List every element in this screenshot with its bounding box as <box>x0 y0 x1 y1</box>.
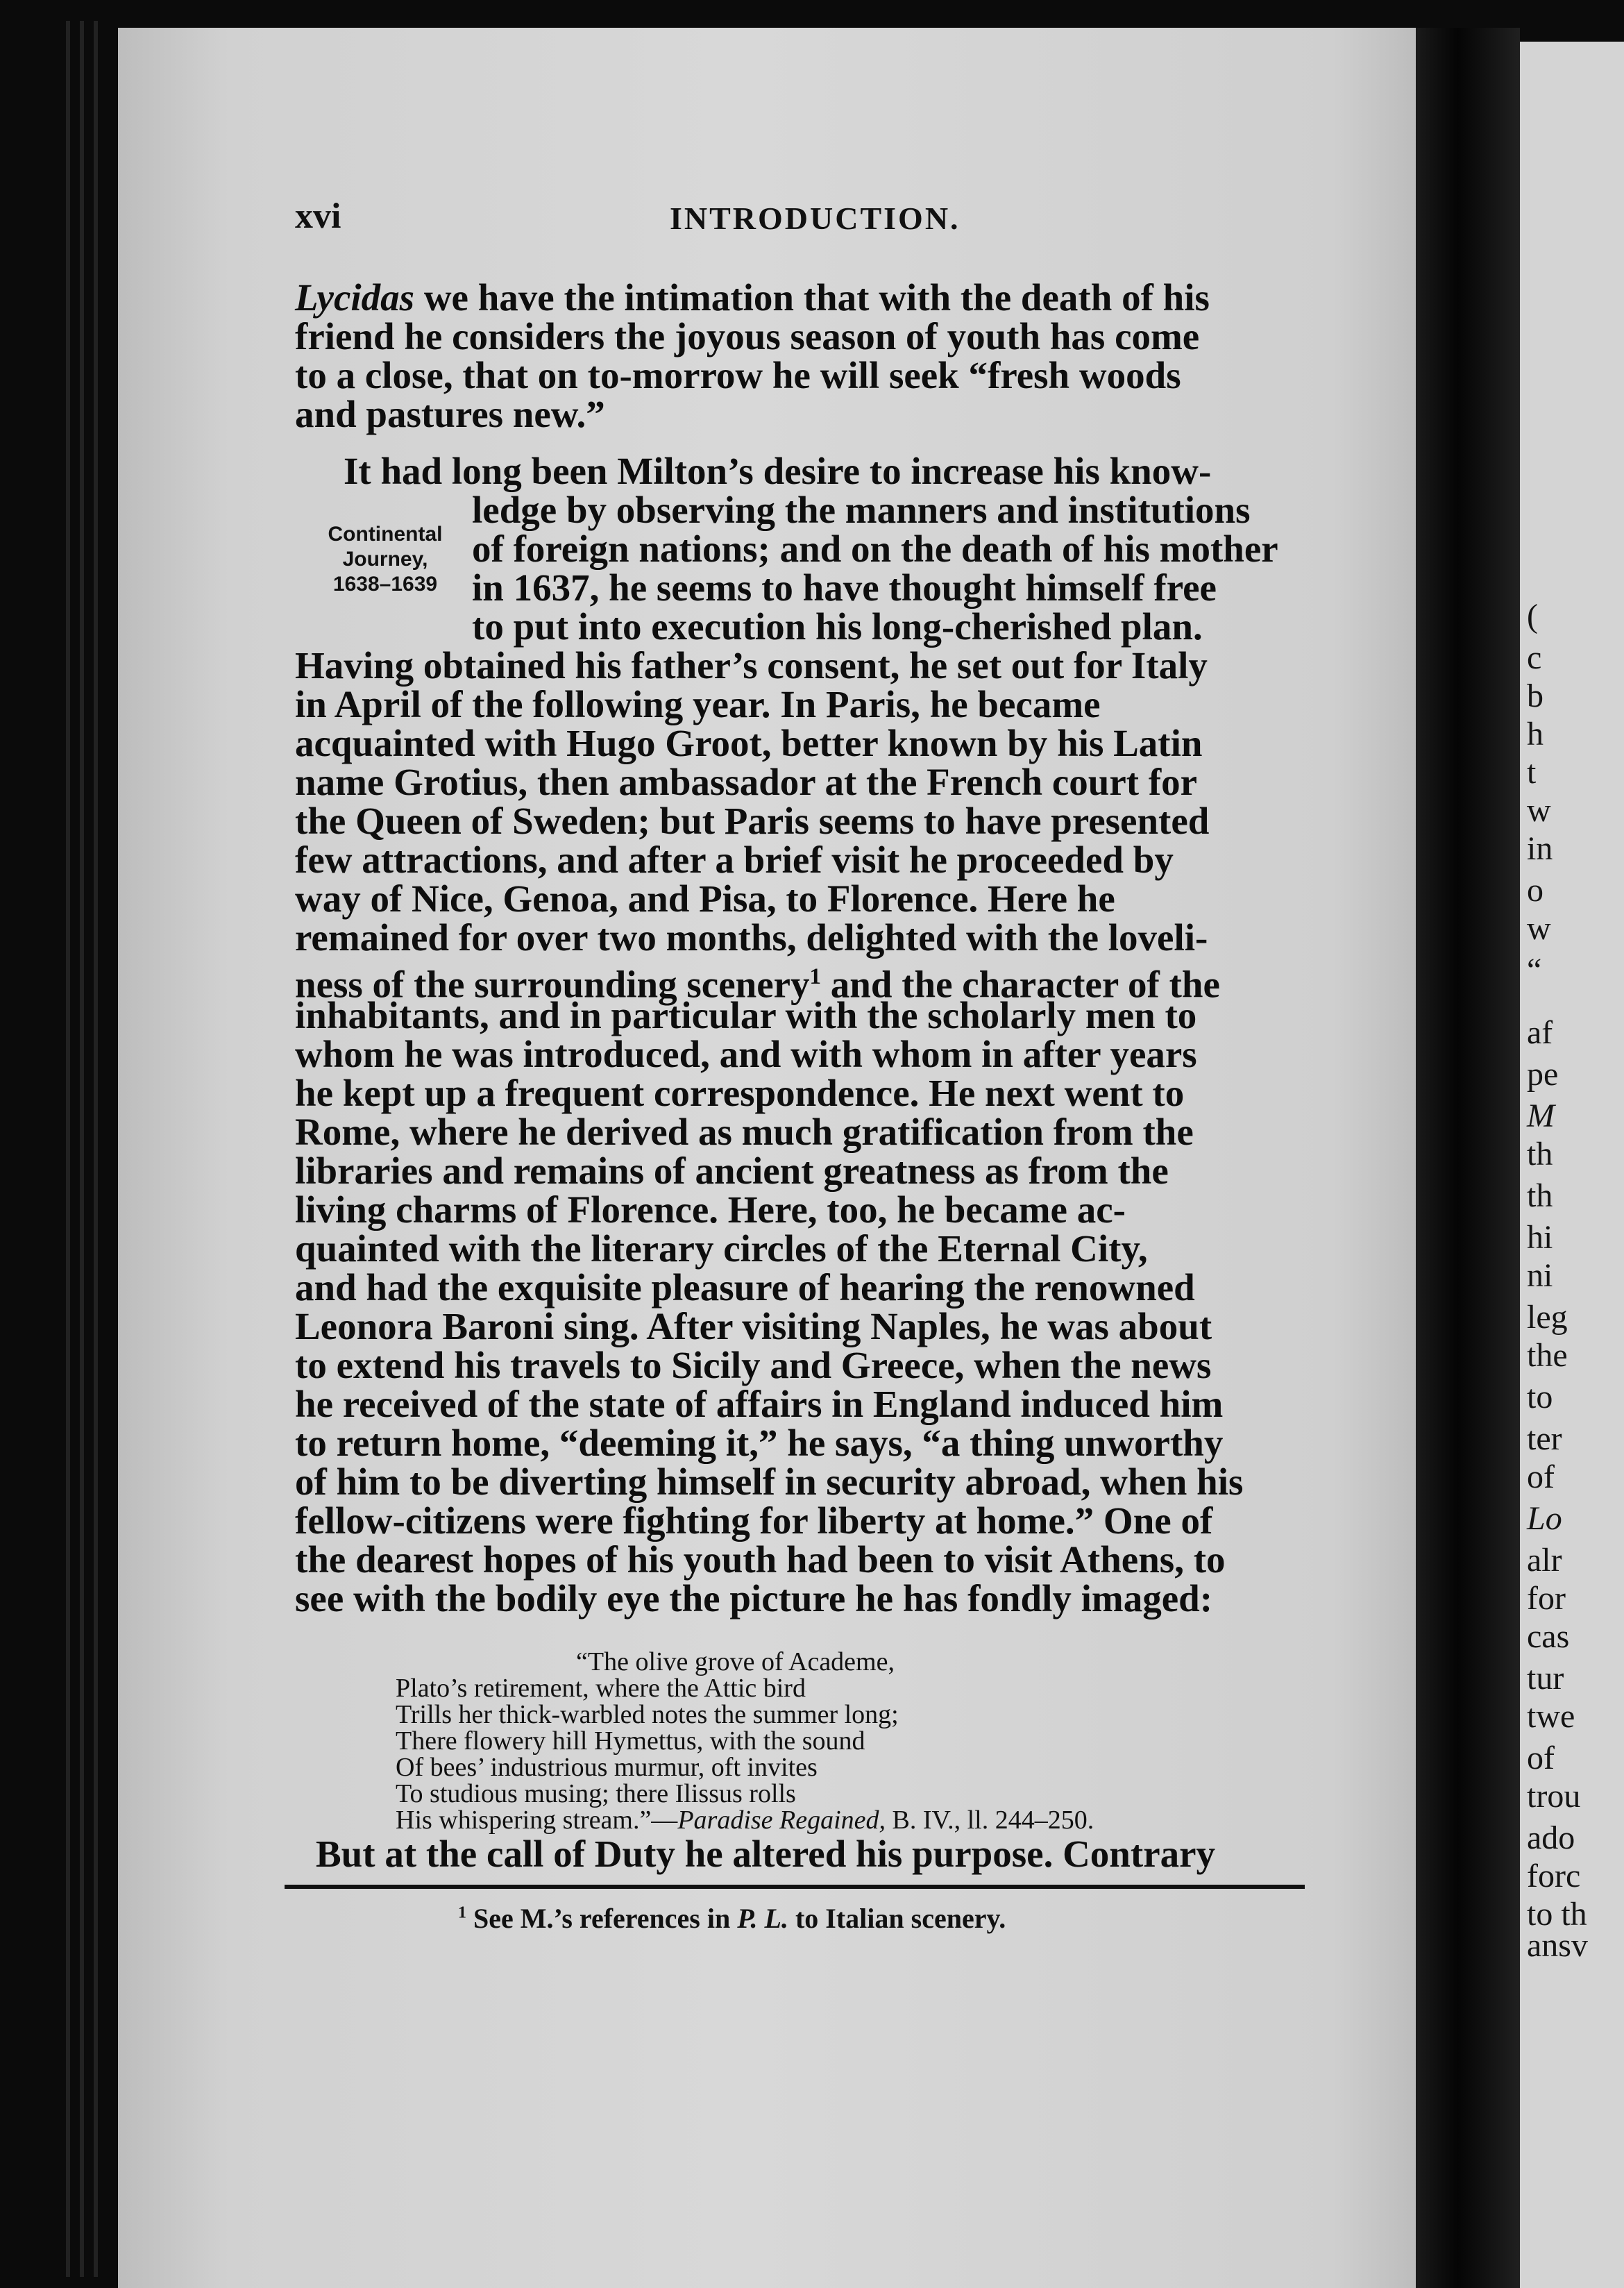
facing-page-text: b <box>1527 678 1543 714</box>
facing-page-text: of <box>1527 1740 1555 1776</box>
text-line: whom he was introduced, and with whom in after years <box>295 1033 1197 1075</box>
facing-page-text: ansv <box>1527 1927 1588 1964</box>
facing-page-text: M <box>1527 1097 1555 1134</box>
facing-page-text: alr <box>1527 1542 1562 1579</box>
facing-page-text: of <box>1527 1458 1555 1495</box>
footnote-ref: 1 <box>809 964 822 989</box>
facing-page-text: “ <box>1527 952 1542 989</box>
emphasis: Lycidas <box>295 276 415 319</box>
text-line: in April of the following year. In Paris, he became <box>295 683 1101 725</box>
facing-page-text: leg <box>1527 1299 1568 1336</box>
running-head: INTRODUCTION. <box>670 201 961 236</box>
facing-page-text: o <box>1527 872 1543 909</box>
text-line: quainted with the literary circles of the Eternal City, <box>295 1227 1148 1270</box>
facing-page-text: ( <box>1527 598 1538 634</box>
text-line: fellow-citizens were fighting for liberty at home.” One of <box>295 1499 1213 1542</box>
text-line: Rome, where he derived as much gratification from the <box>295 1111 1194 1153</box>
text-line <box>295 278 1210 318</box>
verse-line: “The olive grove of Academe, <box>576 1647 895 1676</box>
facing-page-text: h <box>1527 716 1543 752</box>
text-run: we have the intimation that with the death of his <box>414 276 1210 319</box>
verse-line: To studious musing; there Ilissus rolls <box>396 1779 796 1808</box>
text-line: the Queen of Sweden; but Paris seems to have presented <box>295 800 1210 842</box>
text-run: ness of the surrounding scenery <box>295 963 810 1006</box>
text-line: of foreign nations; and on the death of his mother <box>472 528 1278 570</box>
facing-page-text: in <box>1527 830 1553 867</box>
facing-page-text: pe <box>1527 1056 1559 1093</box>
text-line: friend he considers the joyous season of youth has come <box>295 315 1200 358</box>
facing-page-text: to <box>1527 1379 1553 1415</box>
text-line: Leonora Baroni sing. After visiting Naples, he was about <box>295 1305 1212 1347</box>
facing-page-text: forc <box>1527 1858 1581 1894</box>
margin-note <box>298 522 472 597</box>
page-header <box>295 196 1294 244</box>
facing-page-text: ado <box>1527 1819 1575 1856</box>
page-edge <box>66 21 70 2277</box>
text-line: to put into execution his long-cherished plan. <box>472 605 1203 648</box>
facing-page-text: w <box>1527 910 1551 947</box>
facing-page-text: tur <box>1527 1660 1564 1697</box>
facing-page-fragment <box>1520 42 1624 2288</box>
facing-page-text: af <box>1527 1014 1553 1051</box>
verse-line: Plato’s retirement, where the Attic bird <box>396 1674 806 1703</box>
text-line: inhabitants, and in particular with the scholarly men to <box>295 994 1197 1036</box>
book-gutter <box>1416 28 1520 2288</box>
margin-note-line: Continental <box>328 523 443 546</box>
facing-page-text: w <box>1527 792 1551 829</box>
text-line: Having obtained his father’s consent, he set out for Italy <box>295 644 1208 687</box>
text-line: he received of the state of affairs in England induced him <box>295 1383 1224 1425</box>
text-line: name Grotius, then ambassador at the French court for <box>295 761 1198 803</box>
facing-page-text: Lo <box>1527 1500 1562 1537</box>
text-line: to extend his travels to Sicily and Greece, when the news <box>295 1344 1212 1386</box>
verse-line: There flowery hill Hymettus, with the sound <box>396 1726 865 1756</box>
facing-page-text: for <box>1527 1580 1566 1617</box>
text-line: It had long been Milton’s desire to increase his know- <box>344 450 1212 492</box>
facing-page-text: to th <box>1527 1896 1587 1933</box>
facing-page-text: hi <box>1527 1219 1553 1256</box>
text-line: in 1637, he seems to have thought himself free <box>472 566 1217 609</box>
margin-note-line: 1638–1639 <box>332 573 438 596</box>
text-line: and pastures new.” <box>295 393 605 435</box>
text-run: and the character of the <box>821 963 1220 1006</box>
facing-page-text: cas <box>1527 1618 1570 1655</box>
text-run: See M.’s references in <box>466 1903 738 1934</box>
text-line: ledge by observing the manners and institutions <box>472 489 1251 531</box>
text-line: libraries and remains of ancient greatness as from the <box>295 1150 1169 1192</box>
page-edge <box>94 21 98 2277</box>
text-line: living charms of Florence. Here, too, he became ac- <box>295 1188 1126 1231</box>
text-line: to return home, “deeming it,” he says, “a thing unworthy <box>295 1422 1224 1464</box>
text-run: to Italian scenery. <box>788 1903 1006 1934</box>
margin-note-line: Journey, <box>342 548 428 571</box>
text-line: see with the bodily eye the picture he has fondly imaged: <box>295 1577 1213 1620</box>
page-number: xvi <box>295 196 341 236</box>
facing-page-text: ni <box>1527 1257 1553 1294</box>
text-line: and had the exquisite pleasure of hearing the renowned <box>295 1266 1195 1309</box>
verse-line <box>396 1807 1094 1833</box>
text-line: acquainted with Hugo Groot, better known by his Latin <box>295 722 1203 764</box>
text-line: But at the call of Duty he altered his purpose. Contrary <box>316 1833 1216 1875</box>
page-edge <box>80 21 84 2277</box>
facing-page-text: c <box>1527 639 1542 676</box>
facing-page-text: twe <box>1527 1698 1575 1735</box>
text-line: of him to be diverting himself in security abroad, when his <box>295 1461 1244 1503</box>
facing-page-text: th <box>1527 1136 1553 1172</box>
footnote <box>458 1902 1006 1935</box>
facing-page-text: the <box>1527 1337 1568 1374</box>
verse-line: Of bees’ industrious murmur, oft invites <box>396 1753 818 1782</box>
text-line: to a close, that on to-morrow he will seek “fresh woods <box>295 354 1181 396</box>
facing-page-text: t <box>1527 754 1537 791</box>
text-line: the dearest hopes of his youth had been to visit Athens, to <box>295 1538 1226 1581</box>
text-run: His whispering stream.”— <box>396 1806 678 1835</box>
footnote-rule <box>285 1885 1305 1889</box>
citation-title: Paradise Regained, <box>677 1806 886 1835</box>
text-line: way of Nice, Genoa, and Pisa, to Florence. Here he <box>295 877 1115 920</box>
facing-page-text: th <box>1527 1177 1553 1214</box>
text-run: B. IV., ll. 244–250. <box>886 1806 1094 1835</box>
emphasis: P. L. <box>737 1903 788 1934</box>
text-line: he kept up a frequent correspondence. He next went to <box>295 1072 1185 1114</box>
facing-page-text: ter <box>1527 1420 1562 1457</box>
text-line: few attractions, and after a brief visit he proceeded by <box>295 839 1174 881</box>
facing-page-text: trou <box>1527 1778 1581 1815</box>
verse-line: Trills her thick-warbled notes the summer long; <box>396 1700 899 1729</box>
footnote-mark: 1 <box>458 1903 466 1922</box>
text-line: remained for over two months, delighted with the loveli- <box>295 916 1208 959</box>
